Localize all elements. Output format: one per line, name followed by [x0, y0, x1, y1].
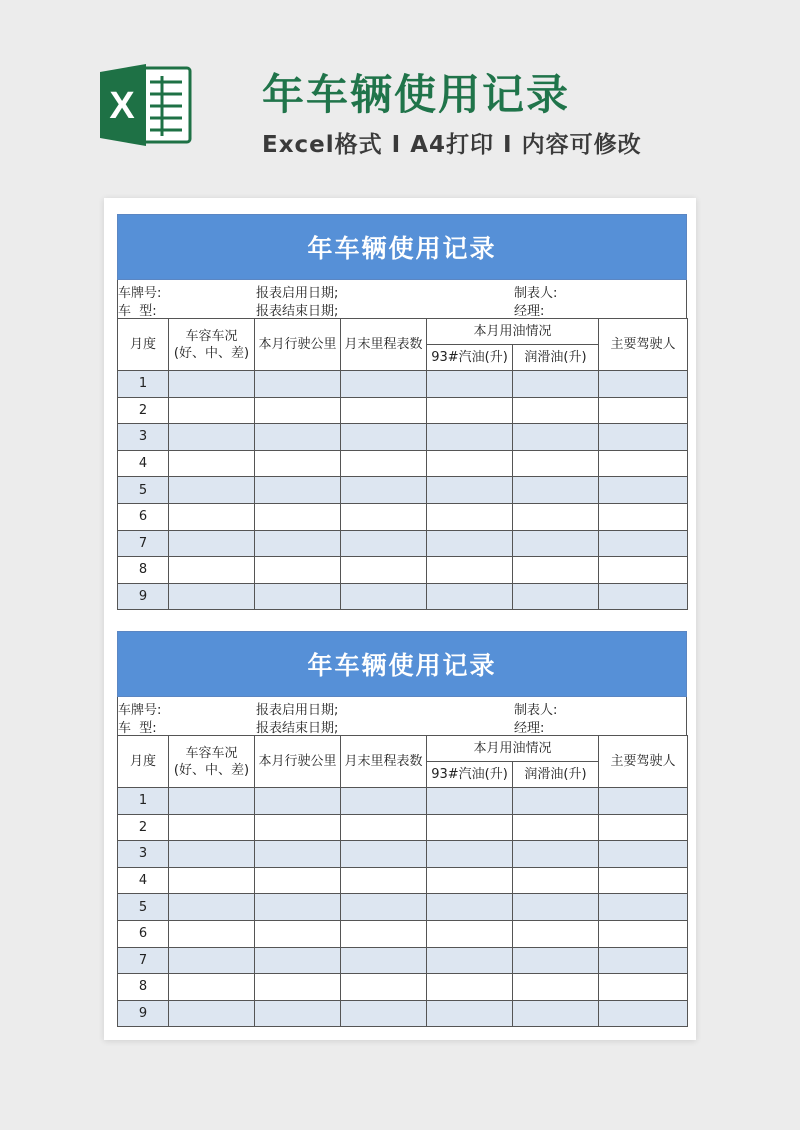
lubricant-cell[interactable]	[513, 397, 599, 424]
condition-cell[interactable]	[169, 788, 255, 815]
col-fuel-group-header: 本月用油情况	[427, 736, 599, 762]
lubricant-cell[interactable]	[513, 974, 599, 1001]
table-row	[118, 424, 688, 451]
mileage-cell[interactable]	[255, 867, 341, 894]
month-cell: 8	[118, 557, 169, 584]
condition-cell[interactable]	[169, 477, 255, 504]
driver-cell[interactable]	[599, 894, 688, 921]
page-header	[0, 0, 800, 190]
col-gasoline-header: 93#汽油(升)	[427, 762, 513, 788]
condition-cell[interactable]	[169, 450, 255, 477]
odometer-cell[interactable]	[341, 397, 427, 424]
mileage-cell[interactable]	[255, 397, 341, 424]
col-month-header: 月度	[118, 736, 169, 788]
form-info	[117, 697, 687, 735]
driver-cell[interactable]	[599, 583, 688, 610]
condition-cell[interactable]	[169, 503, 255, 530]
table-row	[118, 583, 688, 610]
odometer-cell[interactable]	[341, 450, 427, 477]
lubricant-cell[interactable]	[513, 371, 599, 398]
table-row	[118, 867, 688, 894]
gasoline-cell[interactable]	[427, 450, 513, 477]
usage-table	[117, 318, 688, 610]
month-cell: 7	[118, 530, 169, 557]
condition-cell[interactable]	[169, 530, 255, 557]
table-row	[118, 974, 688, 1001]
table-row	[118, 1000, 688, 1027]
table-row	[118, 503, 688, 530]
condition-cell[interactable]	[169, 583, 255, 610]
mileage-cell[interactable]	[255, 371, 341, 398]
col-driver-header: 主要驾驶人	[599, 319, 688, 371]
driver-cell[interactable]	[599, 920, 688, 947]
mileage-cell[interactable]	[255, 947, 341, 974]
gasoline-cell[interactable]	[427, 583, 513, 610]
table-row	[118, 947, 688, 974]
mileage-cell[interactable]	[255, 477, 341, 504]
vehicle-record-form-1	[117, 214, 687, 610]
month-cell: 7	[118, 947, 169, 974]
mileage-cell[interactable]	[255, 450, 341, 477]
driver-cell[interactable]	[599, 947, 688, 974]
condition-cell[interactable]	[169, 867, 255, 894]
month-cell: 8	[118, 974, 169, 1001]
odometer-cell[interactable]	[341, 814, 427, 841]
odometer-cell[interactable]	[341, 920, 427, 947]
condition-cell[interactable]	[169, 841, 255, 868]
gasoline-cell[interactable]	[427, 424, 513, 451]
col-mileage-header: 本月行驶公里	[255, 736, 341, 788]
month-cell: 1	[118, 371, 169, 398]
month-cell: 1	[118, 788, 169, 815]
condition-cell[interactable]	[169, 1000, 255, 1027]
creator-label: 制表人:	[514, 703, 558, 718]
driver-cell[interactable]	[599, 557, 688, 584]
table-row	[118, 371, 688, 398]
table-row	[118, 397, 688, 424]
model-label: 车 型:	[118, 721, 157, 736]
condition-cell[interactable]	[169, 894, 255, 921]
col-driver-header: 主要驾驶人	[599, 736, 688, 788]
odometer-cell[interactable]	[341, 557, 427, 584]
lubricant-cell[interactable]	[513, 814, 599, 841]
lubricant-cell[interactable]	[513, 867, 599, 894]
manager-label: 经理:	[514, 304, 545, 319]
odometer-cell[interactable]	[341, 503, 427, 530]
driver-cell[interactable]	[599, 530, 688, 557]
col-odometer-header: 月末里程表数	[341, 736, 427, 788]
driver-cell[interactable]	[599, 424, 688, 451]
form-title: 年车辆使用记录	[117, 214, 687, 280]
plate-label: 车牌号:	[118, 703, 162, 718]
month-cell: 3	[118, 424, 169, 451]
creator-label: 制表人:	[514, 286, 558, 301]
driver-cell[interactable]	[599, 867, 688, 894]
mileage-cell[interactable]	[255, 814, 341, 841]
page-subtitle: Excel格式 I A4打印 I 内容可修改	[262, 132, 642, 158]
mileage-cell[interactable]	[255, 557, 341, 584]
odometer-cell[interactable]	[341, 583, 427, 610]
mileage-cell[interactable]	[255, 788, 341, 815]
col-condition-header	[169, 319, 255, 371]
report-start-label: 报表启用日期;	[256, 703, 339, 718]
odometer-cell[interactable]	[341, 974, 427, 1001]
mileage-cell[interactable]	[255, 583, 341, 610]
gasoline-cell[interactable]	[427, 920, 513, 947]
report-start-label: 报表启用日期;	[256, 286, 339, 301]
odometer-cell[interactable]	[341, 530, 427, 557]
table-row	[118, 920, 688, 947]
condition-cell[interactable]	[169, 557, 255, 584]
table-row	[118, 557, 688, 584]
plate-label: 车牌号:	[118, 286, 162, 301]
table-row	[118, 788, 688, 815]
lubricant-cell[interactable]	[513, 477, 599, 504]
month-cell: 6	[118, 920, 169, 947]
col-condition-header	[169, 736, 255, 788]
mileage-cell[interactable]	[255, 503, 341, 530]
month-cell: 2	[118, 397, 169, 424]
condition-cell[interactable]	[169, 947, 255, 974]
driver-cell[interactable]	[599, 371, 688, 398]
lubricant-cell[interactable]	[513, 894, 599, 921]
month-cell: 6	[118, 503, 169, 530]
lubricant-cell[interactable]	[513, 424, 599, 451]
col-month-header: 月度	[118, 319, 169, 371]
mileage-cell[interactable]	[255, 920, 341, 947]
lubricant-cell[interactable]	[513, 530, 599, 557]
lubricant-cell[interactable]	[513, 947, 599, 974]
lubricant-cell[interactable]	[513, 557, 599, 584]
gasoline-cell[interactable]	[427, 1000, 513, 1027]
driver-cell[interactable]	[599, 397, 688, 424]
driver-cell[interactable]	[599, 503, 688, 530]
page-title: 年车辆使用记录	[262, 70, 571, 119]
gasoline-cell[interactable]	[427, 974, 513, 1001]
condition-cell[interactable]	[169, 814, 255, 841]
col-condition-line1: 车容车况	[185, 328, 238, 344]
col-condition-line1: 车容车况	[185, 745, 238, 761]
mileage-cell[interactable]	[255, 974, 341, 1001]
table-row	[118, 530, 688, 557]
document-sheet	[104, 198, 696, 1040]
odometer-cell[interactable]	[341, 424, 427, 451]
odometer-cell[interactable]	[341, 947, 427, 974]
col-lubricant-header: 润滑油(升)	[513, 345, 599, 371]
form-info	[117, 280, 687, 318]
col-condition-line2: (好、中、差)	[173, 762, 250, 778]
gasoline-cell[interactable]	[427, 867, 513, 894]
col-condition-line2: (好、中、差)	[173, 345, 250, 361]
driver-cell[interactable]	[599, 477, 688, 504]
condition-cell[interactable]	[169, 920, 255, 947]
model-label: 车 型:	[118, 304, 157, 319]
col-odometer-header: 月末里程表数	[341, 319, 427, 371]
gasoline-cell[interactable]	[427, 397, 513, 424]
driver-cell[interactable]	[599, 814, 688, 841]
gasoline-cell[interactable]	[427, 503, 513, 530]
lubricant-cell[interactable]	[513, 583, 599, 610]
gasoline-cell[interactable]	[427, 530, 513, 557]
condition-cell[interactable]	[169, 974, 255, 1001]
gasoline-cell[interactable]	[427, 841, 513, 868]
table-row	[118, 450, 688, 477]
driver-cell[interactable]	[599, 788, 688, 815]
month-cell: 4	[118, 450, 169, 477]
gasoline-cell[interactable]	[427, 947, 513, 974]
manager-label: 经理:	[514, 721, 545, 736]
odometer-cell[interactable]	[341, 477, 427, 504]
odometer-cell[interactable]	[341, 867, 427, 894]
table-row	[118, 894, 688, 921]
mileage-cell[interactable]	[255, 424, 341, 451]
vehicle-record-form-2	[117, 631, 687, 1027]
odometer-cell[interactable]	[341, 788, 427, 815]
lubricant-cell[interactable]	[513, 503, 599, 530]
gasoline-cell[interactable]	[427, 788, 513, 815]
gasoline-cell[interactable]	[427, 557, 513, 584]
excel-icon	[100, 62, 192, 148]
driver-cell[interactable]	[599, 841, 688, 868]
driver-cell[interactable]	[599, 974, 688, 1001]
driver-cell[interactable]	[599, 1000, 688, 1027]
col-gasoline-header: 93#汽油(升)	[427, 345, 513, 371]
month-cell: 9	[118, 583, 169, 610]
lubricant-cell[interactable]	[513, 1000, 599, 1027]
gasoline-cell[interactable]	[427, 814, 513, 841]
condition-cell[interactable]	[169, 371, 255, 398]
odometer-cell[interactable]	[341, 371, 427, 398]
mileage-cell[interactable]	[255, 841, 341, 868]
table-row	[118, 814, 688, 841]
table-row	[118, 477, 688, 504]
mileage-cell[interactable]	[255, 1000, 341, 1027]
report-end-label: 报表结束日期;	[256, 304, 339, 319]
condition-cell[interactable]	[169, 424, 255, 451]
condition-cell[interactable]	[169, 397, 255, 424]
month-cell: 4	[118, 867, 169, 894]
lubricant-cell[interactable]	[513, 920, 599, 947]
month-cell: 5	[118, 894, 169, 921]
mileage-cell[interactable]	[255, 530, 341, 557]
gasoline-cell[interactable]	[427, 894, 513, 921]
month-cell: 3	[118, 841, 169, 868]
odometer-cell[interactable]	[341, 1000, 427, 1027]
odometer-cell[interactable]	[341, 841, 427, 868]
form-title: 年车辆使用记录	[117, 631, 687, 697]
mileage-cell[interactable]	[255, 894, 341, 921]
col-fuel-group-header: 本月用油情况	[427, 319, 599, 345]
report-end-label: 报表结束日期;	[256, 721, 339, 736]
table-row	[118, 841, 688, 868]
month-cell: 9	[118, 1000, 169, 1027]
lubricant-cell[interactable]	[513, 788, 599, 815]
gasoline-cell[interactable]	[427, 371, 513, 398]
col-mileage-header: 本月行驶公里	[255, 319, 341, 371]
odometer-cell[interactable]	[341, 894, 427, 921]
excel-logo-letter: X	[109, 85, 135, 127]
col-lubricant-header: 润滑油(升)	[513, 762, 599, 788]
lubricant-cell[interactable]	[513, 841, 599, 868]
usage-table	[117, 735, 688, 1027]
month-cell: 2	[118, 814, 169, 841]
month-cell: 5	[118, 477, 169, 504]
driver-cell[interactable]	[599, 450, 688, 477]
lubricant-cell[interactable]	[513, 450, 599, 477]
gasoline-cell[interactable]	[427, 477, 513, 504]
